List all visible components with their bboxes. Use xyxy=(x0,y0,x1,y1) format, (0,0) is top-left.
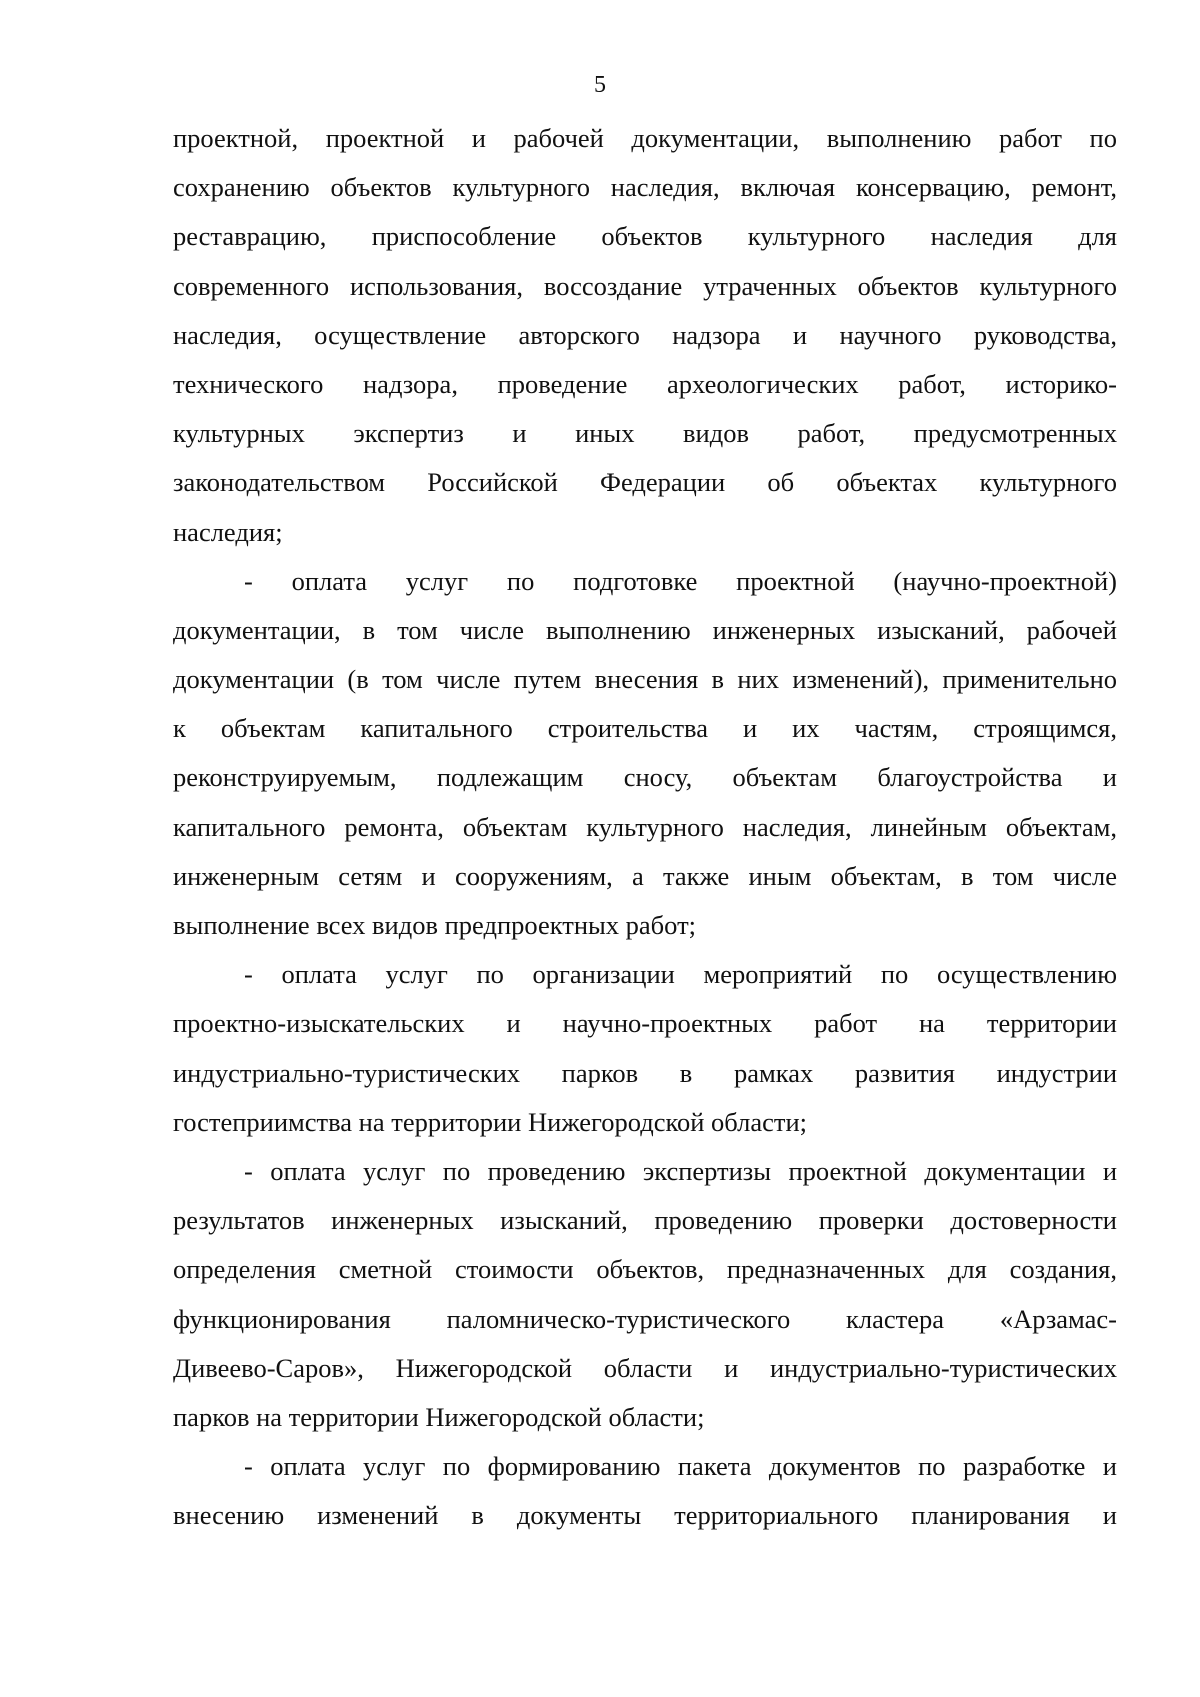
text-line: - оплата услуг по подготовке проектной (научно-проектной) xyxy=(244,565,1117,596)
text-line: - оплата услуг по проведению экспертизы проектной документации и xyxy=(244,1155,1117,1186)
text-line: парков на территории Нижегородской области; xyxy=(173,1401,705,1432)
text-line: определения сметной стоимости объектов, предназначенных для создания, xyxy=(173,1254,1117,1285)
text-line: проектно-изыскательских и научно-проектных работ на территории xyxy=(173,1008,1117,1039)
text-line: гостеприимства на территории Нижегородской области; xyxy=(173,1106,808,1137)
text-line: - оплата услуг по формированию пакета документов по разработке и xyxy=(244,1451,1117,1482)
text-line: - оплата услуг по организации мероприятий по осуществлению xyxy=(244,959,1117,990)
text-line: результатов инженерных изысканий, проведению проверки достоверности xyxy=(173,1205,1117,1236)
text-line: к объектам капитального строительства и их частям, строящимся, xyxy=(173,713,1117,744)
text-line: наследия; xyxy=(173,516,283,547)
text-line: Дивеево-Саров», Нижегородской области и индустриально-туристических xyxy=(173,1352,1117,1383)
document-body xyxy=(173,114,1117,1540)
text-line: реставрацию, приспособление объектов культурного наследия для xyxy=(173,221,1117,252)
text-line: документации, в том числе выполнению инженерных изысканий, рабочей xyxy=(173,614,1117,645)
text-line: наследия, осуществление авторского надзора и научного руководства, xyxy=(173,319,1117,350)
text-line: культурных экспертиз и иных видов работ, предусмотренных xyxy=(173,418,1117,449)
text-line: современного использования, воссоздание утраченных объектов культурного xyxy=(173,270,1117,301)
text-line: реконструируемым, подлежащим сносу, объектам благоустройства и xyxy=(173,762,1117,793)
text-line: внесению изменений в документы территориального планирования и xyxy=(173,1500,1117,1531)
text-line: выполнение всех видов предпроектных работ; xyxy=(173,910,697,940)
text-line: индустриально-туристических парков в рамках развития индустрии xyxy=(173,1057,1117,1088)
text-line: инженерным сетям и сооружениям, а также иным объектам, в том числе xyxy=(173,860,1117,891)
text-line: функционирования паломническо-туристического кластера «Арзамас- xyxy=(173,1303,1117,1334)
text-line: документации (в том числе путем внесения в них изменений), применительно xyxy=(173,664,1117,695)
page-number: 5 xyxy=(594,72,606,98)
text-line: проектной, проектной и рабочей документации, выполнению работ по xyxy=(173,123,1117,153)
text-line: законодательством Российской Федерации об объектах культурного xyxy=(173,467,1117,498)
text-line: сохранению объектов культурного наследия, включая консервацию, ремонт, xyxy=(173,172,1117,203)
text-line: капитального ремонта, объектам культурного наследия, линейным объектам, xyxy=(173,811,1117,842)
text-line: технического надзора, проведение археологических работ, историко- xyxy=(173,368,1117,399)
